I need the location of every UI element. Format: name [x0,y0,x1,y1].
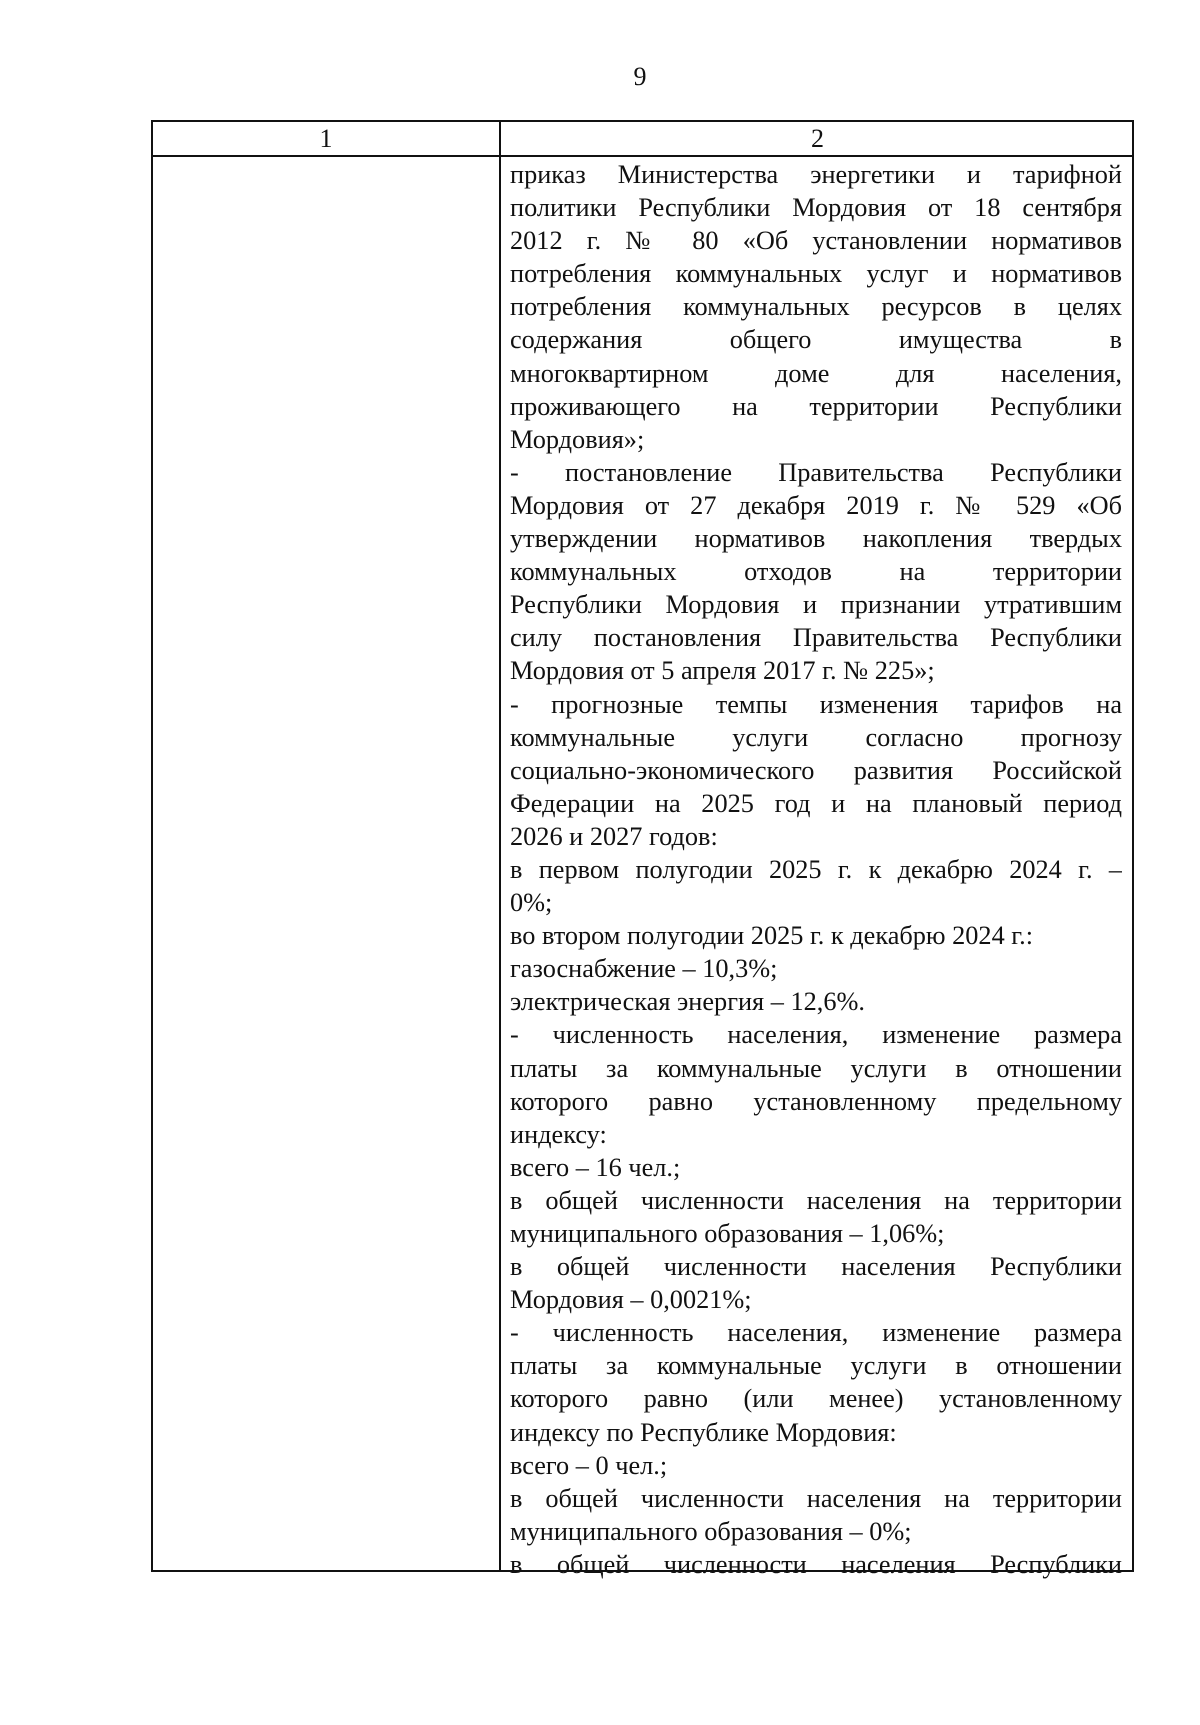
text-line: в общей численности населения на территории [510,1185,1122,1215]
page-number: 9 [633,62,647,91]
text-line: 2026 и 2027 годов: [510,821,718,851]
header-row-divider [153,155,1132,157]
text-line: которого равно установленному предельному [510,1086,1122,1116]
text-line: Республики Мордовия и признании утратившим [510,590,1122,620]
text-line: политики Республики Мордовия от 18 сентября [510,193,1122,223]
text-line: газоснабжение – 10,3%; [510,954,778,984]
column-header-1: 1 [319,124,333,153]
text-line: электрическая энергия – 12,6%. [510,987,865,1017]
text-line: проживающего на территории Республики [510,391,1122,421]
text-line: потребления коммунальных услуг и нормативов [510,259,1122,289]
text-line: во втором полугодии 2025 г. к декабрю 2024 г.: [510,921,1033,951]
text-line: - прогнозные темпы изменения тарифов на [510,689,1122,719]
text-line: Мордовия – 0,0021%; [510,1285,752,1315]
text-line: - постановление Правительства Республики [510,457,1122,487]
text-line: содержания общего имущества в [510,325,1122,355]
text-line: платы за коммунальные услуги в отношении [510,1053,1122,1083]
text-line: - численность населения, изменение размера [510,1318,1122,1348]
text-line: всего – 0 чел.; [510,1450,668,1480]
text-line: которого равно (или менее) установленному [510,1384,1122,1414]
text-line: в общей численности населения Республики [510,1549,1122,1579]
text-line: социально-экономического развития Российской [510,755,1122,785]
column-divider [499,122,501,1570]
text-line: муниципального образования – 1,06%; [510,1219,945,1248]
text-line: всего – 16 чел.; [510,1152,681,1182]
text-line: Мордовия»; [510,424,645,454]
text-line: коммунальные услуги согласно прогнозу [510,722,1122,752]
text-line: платы за коммунальные услуги в отношении [510,1351,1122,1381]
text-line: утверждении нормативов накопления твердых [510,524,1122,554]
column-header-2: 2 [811,124,824,153]
text-line: многоквартирном доме для населения, [510,358,1122,388]
text-line: - численность населения, изменение размера [510,1020,1122,1050]
text-line: в общей численности населения Республики [510,1252,1122,1282]
text-line: потребления коммунальных ресурсов в целях [510,292,1122,322]
text-line: Федерации на 2025 год и на плановый период [510,788,1122,818]
text-line: в общей численности населения на территории [510,1483,1122,1513]
text-line: муниципального образования – 0%; [510,1516,912,1546]
text-line: силу постановления Правительства Республики [510,623,1122,653]
text-line: коммунальных отходов на территории [510,557,1122,587]
text-line: индексу: [510,1119,607,1149]
text-line: индексу по Республике Мордовия: [510,1417,897,1447]
text-line: Мордовия от 5 апреля 2017 г. № 225»; [510,656,935,686]
text-line: 0%; [510,888,553,918]
text-line: 2012 г. № 80 «Об установлении нормативов [510,226,1122,256]
document-table [151,120,1134,1579]
column-2-cell-text [510,158,1122,1581]
text-line: Мордовия от 27 декабря 2019 г. № 529 «Об [510,490,1122,520]
text-line: приказ Министерства энергетики и тарифной [510,160,1122,189]
text-line: в первом полугодии 2025 г. к декабрю 2024 г. – [510,854,1122,884]
